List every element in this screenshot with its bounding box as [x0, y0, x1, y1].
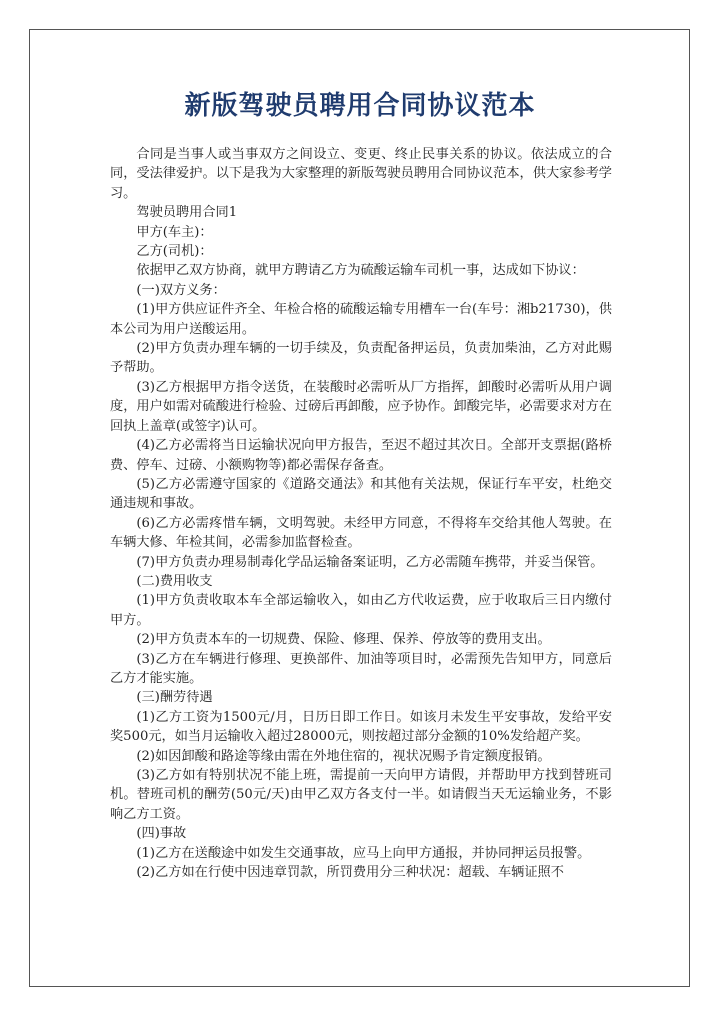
section-heading-accidents: (四)事故 [136, 826, 187, 842]
section-heading-expenses: (二)费用收支 [136, 573, 213, 589]
clause-accident-2: (2)乙方如在行使中因违章罚款，所罚费用分三种状况：超载、车辆证照不 [136, 865, 564, 881]
clause-obligation-6: (6)乙方必需疼惜车辆，文明驾驶。未经甲方同意，不得将车交给其他人驾驶。在车辆大修、年检其间，必需参加监督检查。 [110, 515, 612, 551]
clause-obligation-4: (4)乙方必需将当日运输状况向甲方报告，至迟不超过其次日。全部开支票据(路桥费、停车、过磅、小额购物等)都必需保存备查。 [110, 438, 612, 473]
clause-obligation-7: (7)甲方负责办理易制毒化学品运输备案证明，乙方必需随车携带，并妥当保管。 [136, 554, 604, 570]
clause-obligation-1: (1)甲方供应证件齐全、年检合格的硫酸运输专用槽车一台(车号：湘b21730)，供本公司为用户送酸运用。 [110, 302, 612, 337]
clause-remuneration-1: (1)乙方工资为1500元/月，日历日即工作日。如该月未发生平安事故，发给平安奖500元，如当月运输收入超过28000元，则按超过部分金额的10%发给超产奖。 [110, 709, 612, 745]
paragraph-party-b: 乙方(司机)： [136, 244, 213, 260]
clause-obligation-5: (5)乙方必需遵守国家的《道路交通法》和其他有关法规，保证行车平安，杜绝交通违规和事故。 [110, 476, 612, 512]
clause-remuneration-2: (2)如因卸酸和路途等缘由需在外地住宿的，视状况赐予肯定额度报销。 [136, 748, 551, 764]
paragraph-contract-heading: 驾驶员聘用合同1 [136, 205, 238, 221]
document-title: 新版驾驶员聘用合同协议范本 [184, 91, 536, 121]
paragraph-intro: 合同是当事人或当事双方之间设立、变更、终止民事关系的协议。依法成立的合同，受法律爱护。以下是我为大家整理的新版驾驶员聘用合同协议范本，供大家参考学习。 [110, 147, 612, 201]
clause-expense-2: (2)甲方负责本车的一切规费、保险、修理、保养、停放等的费用支出。 [136, 632, 551, 648]
clause-remuneration-3: (3)乙方如有特别状况不能上班，需提前一天向甲方请假，并帮助甲方找到替班司机。替班司机的酬劳(50元/天)由甲乙双方各支付一半。如请假当天无运输业务，不影响乙方工资。 [110, 768, 612, 822]
clause-accident-1: (1)乙方在送酸途中如发生交通事故，应马上向甲方通报，并协同押运员报警。 [136, 845, 591, 861]
clause-expense-1: (1)甲方负责收取本车全部运输收入，如由乙方代收运费，应于收取后三日内缴付甲方。 [110, 593, 612, 628]
paragraph-party-a: 甲方(车主)： [136, 224, 213, 240]
section-heading-obligations: (一)双方义务： [136, 282, 226, 298]
document-body [110, 145, 612, 882]
section-heading-remuneration: (三)酬劳待遇 [136, 690, 213, 706]
paragraph-agreement-basis: 依据甲乙双方协商，就甲方聘请乙方为硫酸运输车司机一事，达成如下协议： [136, 263, 585, 279]
clause-obligation-3: (3)乙方根据甲方指令送货，在装酸时必需听从厂方指挥，卸酸时必需听从用户调度，用户如需对硫酸进行检验、过磅后再卸酸，应予协作。卸酸完毕，必需要求对方在回执上盖章(或签字)认可。 [110, 379, 612, 434]
clause-expense-3: (3)乙方在车辆进行修理、更换部件、加油等项目时，必需预先告知甲方，同意后乙方才能实施。 [110, 651, 612, 686]
clause-obligation-2: (2)甲方负责办理车辆的一切手续及，负责配备押运员，负责加柴油，乙方对此赐予帮助。 [110, 341, 612, 376]
